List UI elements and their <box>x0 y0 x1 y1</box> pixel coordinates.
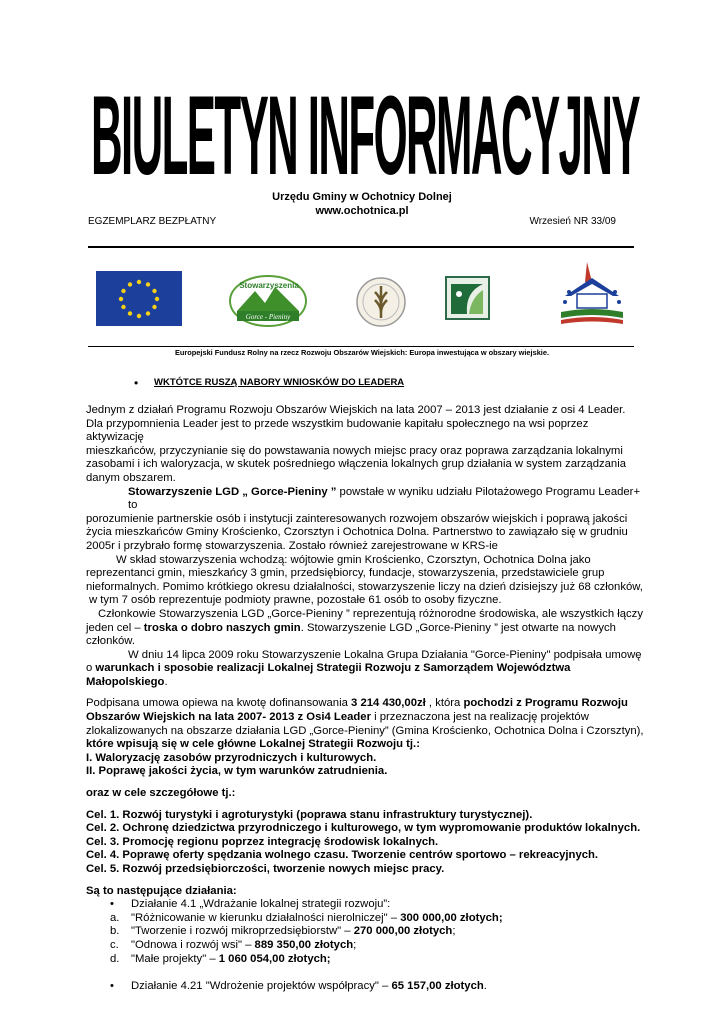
eu-fund-caption: Europejski Fundusz Rolny na rzecz Rozwoju Obszarów Wiejskich: Europa inwestująca w obszary wiejskie. <box>174 348 550 357</box>
svg-text:Stowarzyszenia: Stowarzyszenia <box>239 281 299 290</box>
leader-emblem-icon <box>445 276 490 320</box>
copy-note: EGZEMPLARZ BEZPŁATNY <box>88 216 217 227</box>
website[interactable]: www.ochotnica.pl <box>315 205 409 217</box>
header-divider <box>88 246 634 248</box>
goal-item: Cel. 1. Rozwój turystyki i agroturystyki (poprawa stanu infrastruktury turystycznej). <box>86 808 533 821</box>
office-name: Urzędu Gminy w Ochotnicy Dolnej <box>272 191 452 203</box>
eu-flag-icon <box>96 271 182 326</box>
article-headline: WKTÓTCE RUSZĄ NABORY WNIOSKÓW DO LEADERA <box>154 377 405 388</box>
bulletin-title <box>85 82 645 192</box>
goal-item: Cel. 4. Poprawę oferty spędzania wolnego czasu. Tworzenie centrów sportowo – rekreacyjnych. <box>86 849 599 862</box>
svg-text:Gorce - Pieniny: Gorce - Pieniny <box>245 313 291 321</box>
goal-item: Cel. 5. Rozwój przedsiębiorczości, tworzenie nowych miejsc pracy. <box>86 863 445 875</box>
lgd-gorce-pieniny-logo-icon <box>229 275 307 327</box>
goal-item: Cel. 2. Ochronę dziedzictwa przyrodniczego i kulturowego, w tym wypromowanie produktów lokalnych. <box>86 822 641 835</box>
caption-divider <box>88 346 634 347</box>
goal-item: Cel. 3. Promocję regionu poprzez integrację środowisk lokalnych. <box>86 835 439 848</box>
article-body: Jednym z działań Programu Rozwoju Obszarów Wiejskich na lata 2007 – 2013 jest działanie z osi 4 Leader. Dla przypomnienia Leader jest to przede wszystkim budowanie kapitału społecznego na wsi poprzez aktywizację mieszkańców, przyczynianie się do powstawania nowych miejsc pracy oraz poprawa zarządzania lokalnymi zasobami i ich waloryzacja, w skutek pośredniego włączenia lokalnych grup działania w system zarządzania danym obszarem. Stowarzyszenie LGD „ Gorce-Pieniny ” powstałe w wyniku udziału Pilotażowego Programu Leader+ to porozumienie partnerskie osób i instytucji zainteresowanych rozwojem obszarów wiejskich i poprawą jakości życia mieszkańców Gminy Krościenko, Czorsztyn i Ochotnica Dolna. Partnerstwo to zawiązało się w grudniu 2005r i przybrało formę stowarzyszenia. Zostało również zarejestrowane w KRS-ie W skład stowarzyszenia wchodzą: wójtowie gmin Krościenko, Czorsztyn, Ochotnica Dolna jako reprezentanci gmin, mieszkańcy 3 gmin, przedsiębiorcy, fundacje, stowarzyszenia, przedstawiciele grup nieformalnych. Pomimo krótkiego okresu działalności, stowarzyszenie liczy na dzień dzisiejszy już 68 członków, w tym 7 osób reprezentuje podmioty prawne, pozostałe 61 osób to osoby fizyczne. Członkowie Stowarzyszenia LGD „Gorce-Pieniny ” reprezentują różnorodne środowiska, ale wszystkich łączy jeden cel – troska o dobro naszych gmin. Stowarzyszenie LGD „Gorce-Pieniny ” jest otwarte na nowych członków. W dniu 14 lipca 2009 roku Stowarzyszenie Lokalna Grupa Działania "Gorce-Pieniny" podpisała umowę o warunkach i sposobie realizacji Lokalnej Strategii Rozwoju z Samorządem Województwa Małopolskiego. Podpisana umowa opiewa na kwotę dofinansowania 3 214 430,00zł , która pochodzi z Programu Rozwoju Obszarów Wiejskich na lata 2007- 2013 z Osi4 Leader i przeznaczona jest na realizację projektów zlokalizowanych na obszarze działania LGD „Gorce-Pieniny” (Gmina Krościenko, Ochotnica Dolna i Czorsztyn), które wpisują się w cele główne Lokalnej Strategii Rozwoju tj.: I. Waloryzację zasobów przyrodniczych i kulturowych. II. Poprawę jakości życia, w tym warunków zatrudnienia. oraz w cele szczegółowe tj.: Cel. 1. Rozwój turystyki i agroturystyki (poprawa stanu infrastruktury turystycznej). Cel. 2. Ochronę dziedzictwa przyrodniczego i kulturowego, w tym wypromowanie produktów lokalnych. Cel. 3. Promocję regionu poprzez integrację środowisk lokalnych. Cel. 4. Poprawę oferty spędzania wolnego czasu. Tworzenie centrów sportowo – rekreacyjnych. Cel. 5. Rozwój przedsiębiorczości, tworzenie nowych miejsc pracy. Są to następujące działania: • Działanie 4.1 „Wdrażanie lokalnej strategii rozwoju”: a. "Różnicowanie w kierunku działalności nierolniczej" – 300 000,00 złotych; b. "Tworzenie i rozwój mikroprzedsiębiorstw" – 270 000,00 złotych; c. "Odnowa i rozwój wsi" – 889 350,00 złotych; d. "Małe projekty" – 1 060 054,00 złotych; • Działanie 4.21 "Wdrożenie projektów współpracy" – 65 157,00 złotych. <box>86 404 646 994</box>
paragraph: Jednym z działań Programu Rozwoju Obszarów Wiejskich na lata 2007 – 2013 jest działanie z osi 4 Leader. <box>86 404 626 416</box>
wheat-emblem-icon <box>355 276 407 328</box>
issue-number: Wrzesień NR 33/09 <box>529 216 616 227</box>
title-text: BIULETYN INFORMACYJNY <box>91 82 640 192</box>
bullet-icon: • <box>134 376 139 390</box>
rural-house-emblem-icon <box>559 262 625 328</box>
